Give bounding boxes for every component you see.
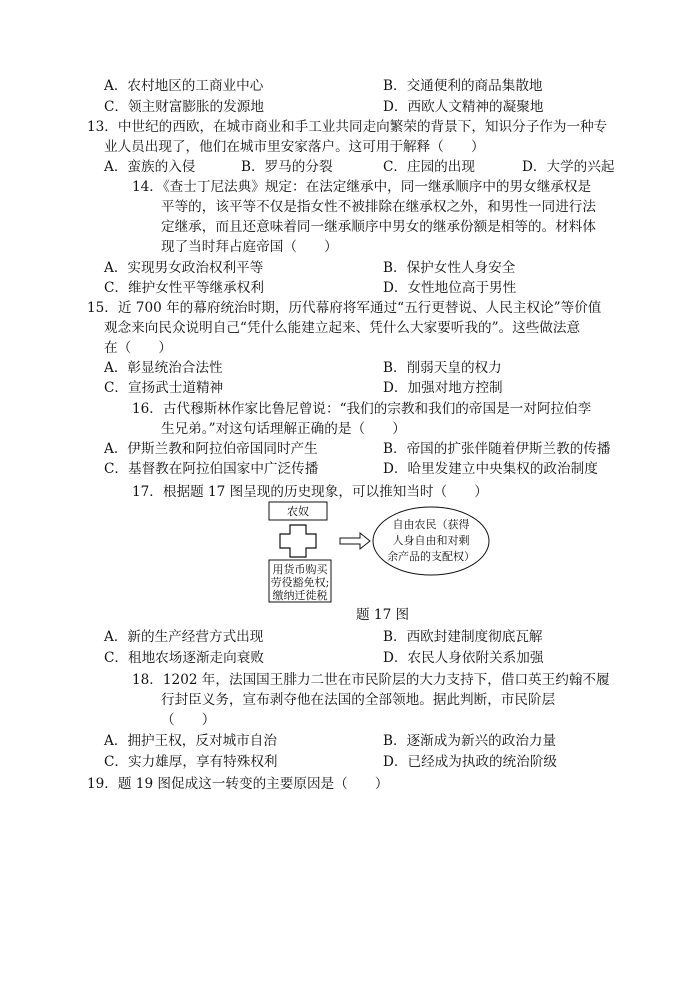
- free-peasant-line1: 自由农民（获得: [392, 518, 470, 531]
- q19-stem: 19．题 19 图促成这一转变的主要原因是（ ）: [87, 776, 389, 792]
- q12-option-b: B．交通便利的商品集散地: [383, 78, 543, 94]
- q13-stem-line2: 业人员出现了，他们在城市里安家落户。这可用于解释（ ）: [104, 139, 485, 155]
- q17-figure: [256, 500, 496, 606]
- arrow-right-icon: [340, 533, 370, 549]
- q14-stem-line1: 14．《查士丁尼法典》规定：在法定继承中，同一继承顺序中的男女继承权是: [132, 179, 592, 195]
- q12-option-d: D．西欧人文精神的凝聚地: [383, 99, 544, 115]
- q16-option-a: A．伊斯兰教和阿拉伯帝国同时产生: [104, 441, 318, 457]
- q17-figure-caption: 题 17 图: [356, 607, 410, 623]
- q14-stem-line4: 现了当时拜占庭帝国（ ）: [161, 239, 338, 255]
- q14-stem-line3: 定继承，而且还意味着同一继承顺序中男女的继承份额是相等的。材料体: [161, 219, 596, 235]
- q17-option-a: A．新的生产经营方式出现: [104, 629, 264, 645]
- q13-option-d: D．大学的兴起: [522, 159, 615, 175]
- q12-option-c: C．领主财富膨胀的发源地: [104, 99, 264, 115]
- payment-box-line1: 用货币购买: [272, 563, 328, 576]
- q15-stem-line2: 观念来向民众说明自己“凭什么能建立起来、凭什么大家要听我的”。这些做法意: [104, 320, 581, 336]
- q14-option-c: C．维护女性平等继承权利: [104, 280, 264, 296]
- q18-stem-line3: （ ）: [161, 712, 216, 728]
- q13-option-a: A．蛮族的入侵: [104, 159, 196, 175]
- q15-stem-line3: 在（ ）: [104, 340, 172, 356]
- q18-stem-line2: 行封臣义务，宣布剥夺他在法国的全部领地。据此判断，市民阶层: [161, 692, 556, 708]
- q16-option-c: C．基督教在阿拉伯国家中广泛传播: [104, 461, 319, 477]
- q14-option-a: A．实现男女政治权利平等: [104, 260, 264, 276]
- q16-option-d: D．哈里发建立中央集权的政治制度: [383, 461, 598, 477]
- serf-box-label: 农奴: [287, 505, 309, 518]
- q15-option-a: A．彰显统治合法性: [104, 360, 223, 376]
- q14-option-b: B．保护女性人身安全: [383, 260, 516, 276]
- q16-stem-line2: 生兄弟。”对这句话理解正确的是（ ）: [161, 421, 406, 437]
- q13-stem-line1: 13．中世纪的西欧，在城市商业和手工业共同走向繁荣的背景下，知识分子作为一种专: [87, 119, 608, 135]
- plus-icon: [280, 525, 316, 557]
- q15-option-d: D．加强对地方控制: [383, 380, 503, 396]
- q15-option-b: B．削弱天皇的权力: [383, 360, 502, 376]
- q14-option-d: D．女性地位高于男性: [383, 280, 517, 296]
- q14-stem-line2: 平等的，该平等不仅是指女性不被排除在继承权之外，和男性一同进行法: [161, 199, 596, 215]
- q17-option-b: B．西欧封建制度彻底瓦解: [383, 629, 543, 645]
- q18-option-c: C．实力雄厚，享有特殊权利: [104, 754, 278, 770]
- q17-option-c: C．租地农场逐渐走向衰败: [104, 650, 264, 666]
- q18-stem-line1: 18．1202 年，法国国王腓力二世在市民阶层的大力支持下，借口英王约翰不履: [132, 672, 610, 688]
- q13-option-c: C．庄园的出现: [383, 159, 475, 175]
- q13-option-b: B．罗马的分裂: [241, 159, 333, 175]
- q17-option-d: D．农民人身依附关系加强: [383, 650, 544, 666]
- free-peasant-line3: 余产品的支配权）: [387, 550, 475, 563]
- payment-box-line3: 缴纳迁徙税: [272, 589, 328, 602]
- q16-option-b: B．帝国的扩张伴随着伊斯兰教的传播: [383, 441, 611, 457]
- q15-stem-line1: 15．近 700 年的幕府统治时期，历代幕府将军通过“五行更替说、人民主权论”等价值: [87, 300, 602, 316]
- q12-option-a: A．农村地区的工商业中心: [104, 78, 264, 94]
- q17-stem: 17．根据题 17 图呈现的历史现象，可以推知当时（ ）: [132, 484, 488, 500]
- q18-option-b: B．逐渐成为新兴的政治力量: [383, 733, 557, 749]
- q18-option-a: A．拥护王权，反对城市自治: [104, 733, 277, 749]
- q18-option-d: D．已经成为执政的统治阶级: [383, 754, 558, 770]
- payment-box-line2: 劳役豁免权;: [270, 576, 330, 589]
- free-peasant-line2: 人身自由和对剩: [392, 534, 470, 547]
- q15-option-c: C．宣扬武士道精神: [104, 380, 224, 396]
- q16-stem-line1: 16．古代穆斯林作家比鲁尼曾说：“我们的宗教和我们的帝国是一对阿拉伯孪: [132, 401, 592, 417]
